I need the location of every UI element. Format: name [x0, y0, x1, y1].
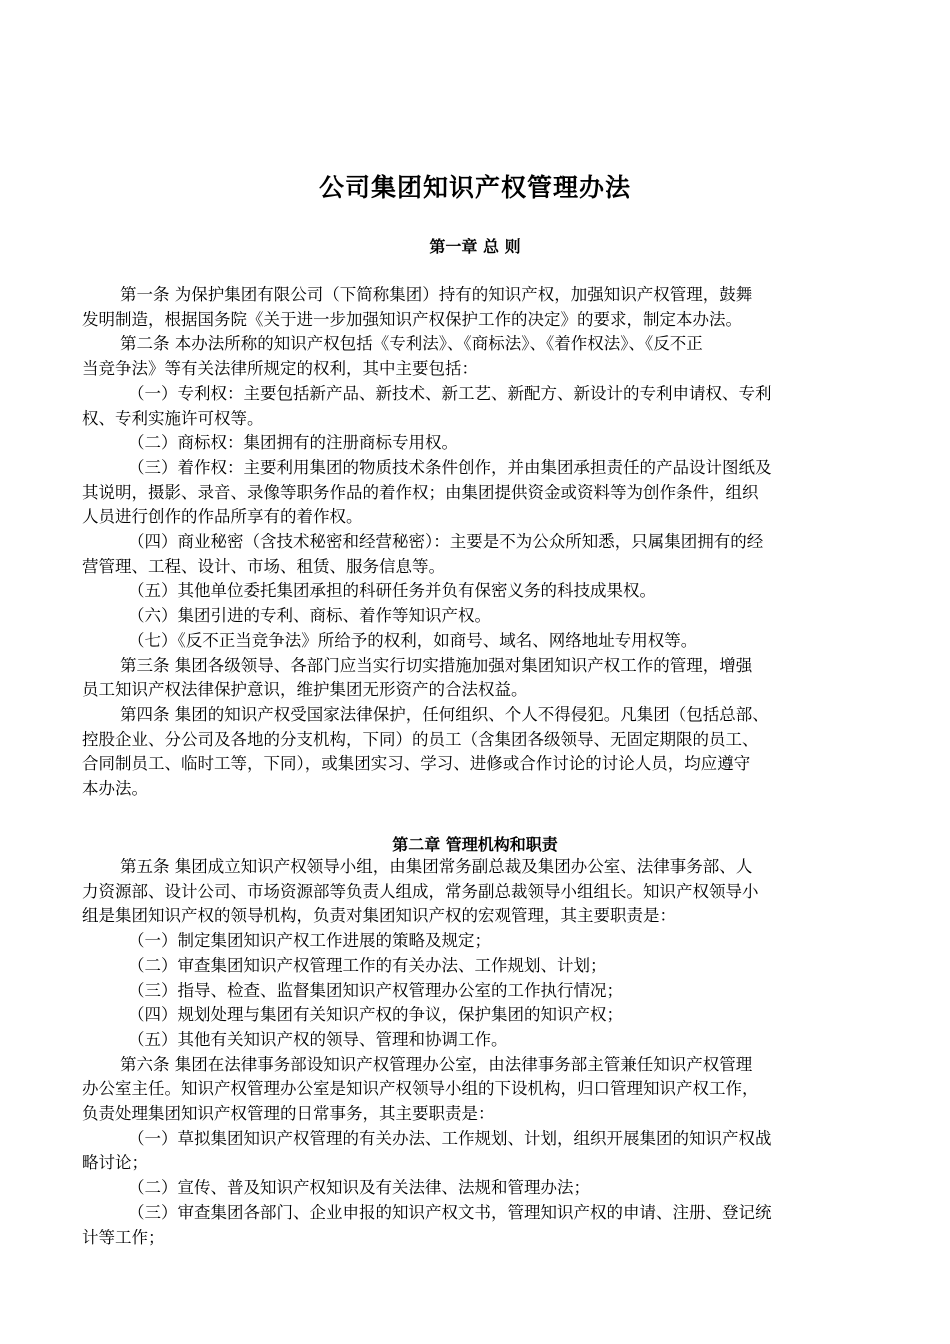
- paragraph-line: 负责处理集团知识产权管理的日常事务，其主要职责是：: [82, 1104, 495, 1124]
- paragraph-line: 力资源部、设计公司、市场资源部等负责人组成，常务副总裁领导小组组长。知识产权领导小: [82, 881, 759, 901]
- paragraph-line: 略讨论；: [82, 1153, 148, 1173]
- paragraph-line: 员工知识产权法律保护意识，维护集团无形资产的合法权益。: [82, 680, 528, 700]
- paragraph-line: 本办法。: [82, 779, 148, 799]
- paragraph-line: 计等工作；: [82, 1227, 165, 1247]
- paragraph-line: 合同制员工、临时工等，下同），或集团实习、学习、进修或合作讨论的讨论人员，均应遵守: [82, 754, 751, 774]
- paragraph-line: （三）着作权：主要利用集团的物质技术条件创作，并由集团承担责任的产品设计图纸及: [128, 457, 772, 477]
- paragraph-line: （一）草拟集团知识产权管理的有关办法、工作规划、计划，组织开展集团的知识产权战: [128, 1128, 772, 1148]
- paragraph-line: （六）集团引进的专利、商标、着作等知识产权。: [128, 606, 491, 626]
- paragraph-line: 其说明，摄影、录音、录像等职务作品的着作权；由集团提供资金或资料等为创作条件，组织: [82, 482, 759, 502]
- paragraph-line: 营管理、工程、设计、市场、租赁、服务信息等。: [82, 556, 445, 576]
- chapter-1-body: [82, 283, 872, 802]
- paragraph-line: 第一条 为保护集团有限公司（下简称集团）持有的知识产权，加强知识产权管理，鼓舞: [120, 285, 753, 304]
- chapter-2-heading: 第二章 管理机构和职责: [392, 835, 558, 854]
- paragraph-line: （五）其他有关知识产权的领导、管理和协调工作。: [128, 1029, 508, 1049]
- paragraph-line: 权、专利实施许可权等。: [82, 408, 264, 428]
- paragraph-line: 第五条 集团成立知识产权领导小组，由集团常务副总裁及集团办公室、法律事务部、人: [120, 857, 753, 876]
- paragraph-line: （一）专利权：主要包括新产品、新技术、新工艺、新配方、新设计的专利申请权、专利: [128, 383, 772, 403]
- chapter-1-heading: 第一章 总 则: [429, 237, 521, 256]
- paragraph-line: 组是集团知识产权的领导机构，负责对集团知识产权的宏观管理，其主要职责是：: [82, 906, 676, 926]
- paragraph-line: 发明制造，根据国务院《关于进一步加强知识产权保护工作的决定》的要求，制定本办法。: [82, 309, 742, 329]
- paragraph-line: （二）审查集团知识产权管理工作的有关办法、工作规划、计划；: [128, 955, 607, 975]
- paragraph-line: 第三条 集团各级领导、各部门应当实行切实措施加强对集团知识产权工作的管理，增强: [120, 655, 753, 675]
- paragraph-line: （三）审查集团各部门、企业申报的知识产权文书，管理知识产权的申请、注册、登记统: [128, 1202, 772, 1222]
- document-title: 公司集团知识产权管理办法: [318, 173, 631, 202]
- paragraph-line: （一）制定集团知识产权工作进展的策略及规定；: [128, 931, 491, 951]
- paragraph-line: （四）规划处理与集团有关知识产权的争议，保护集团的知识产权；: [128, 1005, 623, 1025]
- paragraph-line: （四）商业秘密（含技术秘密和经营秘密）：主要是不为公众所知悉，只属集团拥有的经: [128, 532, 764, 552]
- paragraph-line: 当竞争法》等有关法律所规定的权利，其中主要包括：: [82, 359, 478, 379]
- paragraph-line: 第六条 集团在法律事务部设知识产权管理办公室，由法律事务部主管兼任知识产权管理: [120, 1054, 753, 1074]
- paragraph-line: 人员进行创作的作品所享有的着作权。: [82, 507, 363, 527]
- paragraph-line: 控股企业、分公司及各地的分支机构，下同）的员工（含集团各级领导、无固定期限的员工、: [82, 729, 759, 749]
- paragraph-line: 办公室主任。知识产权管理办公室是知识产权领导小组的下设机构，归口管理知识产权工作，: [82, 1079, 759, 1099]
- paragraph-line: （二）商标权：集团拥有的注册商标专用权。: [128, 433, 458, 453]
- paragraph-line: 第四条 集团的知识产权受国家法律保护，任何组织、个人不得侵犯。凡集团（包括总部、: [120, 704, 769, 724]
- paragraph-line: （七）《反不正当竞争法》所给予的权利，如商号、域名、网络地址专用权等。: [128, 630, 698, 650]
- paragraph-line: （二）宣传、普及知识产权知识及有关法律、法规和管理办法；: [128, 1178, 590, 1198]
- paragraph-line: （五）其他单位委托集团承担的科研任务并负有保密义务的科技成果权。: [128, 581, 656, 601]
- paragraph-line: （三）指导、检查、监督集团知识产权管理办公室的工作执行情况；: [128, 980, 623, 1000]
- paragraph-line: 第二条 本办法所称的知识产权包括《专利法》、《商标法》、《着作权法》、《反不正: [120, 334, 703, 354]
- chapter-2-body: [82, 855, 872, 1250]
